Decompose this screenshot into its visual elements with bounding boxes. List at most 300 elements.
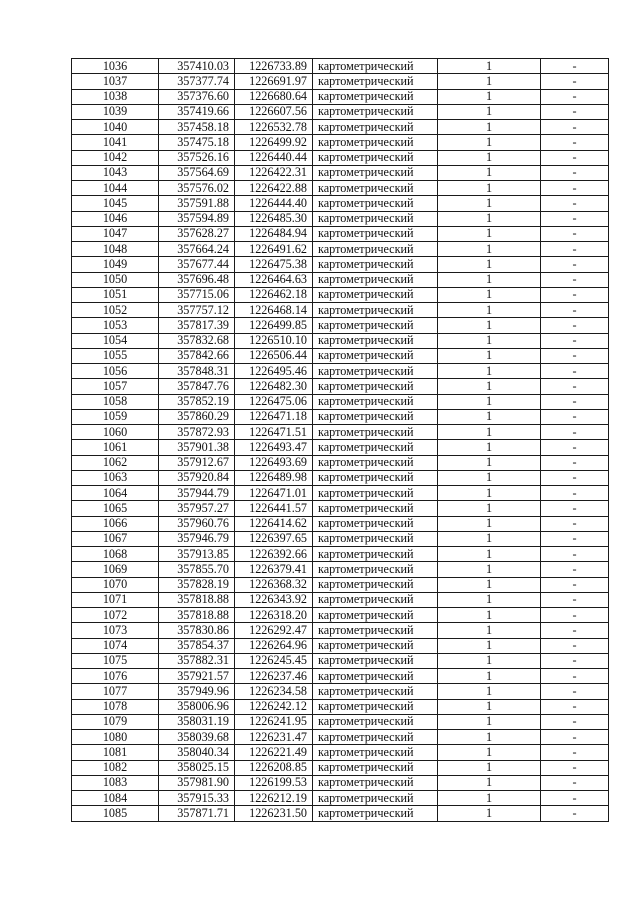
point-number-cell: 1074 (72, 638, 159, 653)
x-coordinate-cell: 357475.18 (159, 135, 235, 150)
point-number-cell: 1084 (72, 791, 159, 806)
point-number-cell: 1041 (72, 135, 159, 150)
accuracy-cell: 1 (438, 608, 541, 623)
table-row (72, 165, 609, 180)
x-coordinate-cell: 357957.27 (159, 501, 235, 516)
accuracy-cell: 1 (438, 181, 541, 196)
x-coordinate-cell: 357419.66 (159, 104, 235, 119)
description-cell: - (541, 531, 609, 546)
x-coordinate-cell: 357872.93 (159, 425, 235, 440)
description-cell: - (541, 592, 609, 607)
accuracy-cell: 1 (438, 562, 541, 577)
accuracy-cell: 1 (438, 287, 541, 302)
description-cell: - (541, 348, 609, 363)
point-number-cell: 1056 (72, 364, 159, 379)
point-number-cell: 1061 (72, 440, 159, 455)
y-coordinate-cell: 1226471.01 (235, 486, 313, 501)
table-row (72, 196, 609, 211)
x-coordinate-cell: 357946.79 (159, 531, 235, 546)
x-coordinate-cell: 357848.31 (159, 364, 235, 379)
method-cell: картометрический (313, 303, 438, 318)
description-cell: - (541, 653, 609, 668)
table-row (72, 120, 609, 135)
table-row (72, 638, 609, 653)
point-number-cell: 1044 (72, 181, 159, 196)
point-number-cell: 1052 (72, 303, 159, 318)
table-row (72, 486, 609, 501)
x-coordinate-cell: 357854.37 (159, 638, 235, 653)
table-row (72, 531, 609, 546)
method-cell: картометрический (313, 135, 438, 150)
y-coordinate-cell: 1226397.65 (235, 531, 313, 546)
method-cell: картометрический (313, 684, 438, 699)
description-cell: - (541, 303, 609, 318)
accuracy-cell: 1 (438, 684, 541, 699)
x-coordinate-cell: 357915.33 (159, 791, 235, 806)
accuracy-cell: 1 (438, 226, 541, 241)
y-coordinate-cell: 1226493.47 (235, 440, 313, 455)
x-coordinate-cell: 357871.71 (159, 806, 235, 821)
x-coordinate-cell: 357852.19 (159, 394, 235, 409)
point-number-cell: 1040 (72, 120, 159, 135)
x-coordinate-cell: 357882.31 (159, 653, 235, 668)
table-row (72, 364, 609, 379)
y-coordinate-cell: 1226241.95 (235, 714, 313, 729)
point-number-cell: 1076 (72, 669, 159, 684)
method-cell: картометрический (313, 714, 438, 729)
method-cell: картометрический (313, 791, 438, 806)
x-coordinate-cell: 357921.57 (159, 669, 235, 684)
method-cell: картометрический (313, 226, 438, 241)
description-cell: - (541, 409, 609, 424)
method-cell: картометрический (313, 653, 438, 668)
table-row (72, 135, 609, 150)
x-coordinate-cell: 357458.18 (159, 120, 235, 135)
description-cell: - (541, 775, 609, 790)
x-coordinate-cell: 357376.60 (159, 89, 235, 104)
y-coordinate-cell: 1226231.50 (235, 806, 313, 821)
description-cell: - (541, 425, 609, 440)
y-coordinate-cell: 1226441.57 (235, 501, 313, 516)
method-cell: картометрический (313, 486, 438, 501)
method-cell: картометрический (313, 242, 438, 257)
method-cell: картометрический (313, 760, 438, 775)
table-row (72, 516, 609, 531)
table-row (72, 562, 609, 577)
description-cell: - (541, 562, 609, 577)
table-row (72, 104, 609, 119)
y-coordinate-cell: 1226199.53 (235, 775, 313, 790)
accuracy-cell: 1 (438, 272, 541, 287)
point-number-cell: 1078 (72, 699, 159, 714)
method-cell: картометрический (313, 440, 438, 455)
y-coordinate-cell: 1226482.30 (235, 379, 313, 394)
table-row (72, 379, 609, 394)
description-cell: - (541, 211, 609, 226)
table-row (72, 303, 609, 318)
accuracy-cell: 1 (438, 806, 541, 821)
point-number-cell: 1050 (72, 272, 159, 287)
description-cell: - (541, 181, 609, 196)
table-row (72, 394, 609, 409)
description-cell: - (541, 394, 609, 409)
description-cell: - (541, 379, 609, 394)
table-row (72, 74, 609, 89)
description-cell: - (541, 196, 609, 211)
method-cell: картометрический (313, 699, 438, 714)
y-coordinate-cell: 1226471.18 (235, 409, 313, 424)
method-cell: картометрический (313, 623, 438, 638)
table-row (72, 333, 609, 348)
y-coordinate-cell: 1226468.14 (235, 303, 313, 318)
description-cell: - (541, 59, 609, 74)
x-coordinate-cell: 357664.24 (159, 242, 235, 257)
x-coordinate-cell: 357960.76 (159, 516, 235, 531)
x-coordinate-cell: 357757.12 (159, 303, 235, 318)
accuracy-cell: 1 (438, 364, 541, 379)
accuracy-cell: 1 (438, 333, 541, 348)
method-cell: картометрический (313, 806, 438, 821)
x-coordinate-cell: 357628.27 (159, 226, 235, 241)
point-number-cell: 1070 (72, 577, 159, 592)
y-coordinate-cell: 1226440.44 (235, 150, 313, 165)
description-cell: - (541, 89, 609, 104)
x-coordinate-cell: 357949.96 (159, 684, 235, 699)
point-number-cell: 1053 (72, 318, 159, 333)
x-coordinate-cell: 357818.88 (159, 608, 235, 623)
table-row (72, 699, 609, 714)
table-row (72, 242, 609, 257)
accuracy-cell: 1 (438, 455, 541, 470)
accuracy-cell: 1 (438, 638, 541, 653)
point-number-cell: 1082 (72, 760, 159, 775)
accuracy-cell: 1 (438, 470, 541, 485)
method-cell: картометрический (313, 608, 438, 623)
accuracy-cell: 1 (438, 150, 541, 165)
table-row (72, 89, 609, 104)
description-cell: - (541, 455, 609, 470)
accuracy-cell: 1 (438, 165, 541, 180)
accuracy-cell: 1 (438, 516, 541, 531)
y-coordinate-cell: 1226264.96 (235, 638, 313, 653)
accuracy-cell: 1 (438, 699, 541, 714)
point-number-cell: 1047 (72, 226, 159, 241)
accuracy-cell: 1 (438, 120, 541, 135)
accuracy-cell: 1 (438, 623, 541, 638)
x-coordinate-cell: 357944.79 (159, 486, 235, 501)
table-row (72, 440, 609, 455)
y-coordinate-cell: 1226343.92 (235, 592, 313, 607)
point-number-cell: 1083 (72, 775, 159, 790)
point-number-cell: 1045 (72, 196, 159, 211)
accuracy-cell: 1 (438, 135, 541, 150)
point-number-cell: 1042 (72, 150, 159, 165)
accuracy-cell: 1 (438, 318, 541, 333)
y-coordinate-cell: 1226475.06 (235, 394, 313, 409)
description-cell: - (541, 699, 609, 714)
x-coordinate-cell: 358031.19 (159, 714, 235, 729)
x-coordinate-cell: 357818.88 (159, 592, 235, 607)
accuracy-cell: 1 (438, 791, 541, 806)
point-number-cell: 1069 (72, 562, 159, 577)
y-coordinate-cell: 1226691.97 (235, 74, 313, 89)
method-cell: картометрический (313, 562, 438, 577)
x-coordinate-cell: 357830.86 (159, 623, 235, 638)
method-cell: картометрический (313, 211, 438, 226)
y-coordinate-cell: 1226532.78 (235, 120, 313, 135)
table-row (72, 806, 609, 821)
table-row (72, 592, 609, 607)
point-number-cell: 1065 (72, 501, 159, 516)
accuracy-cell: 1 (438, 486, 541, 501)
point-number-cell: 1037 (72, 74, 159, 89)
description-cell: - (541, 608, 609, 623)
method-cell: картометрический (313, 181, 438, 196)
x-coordinate-cell: 358025.15 (159, 760, 235, 775)
method-cell: картометрический (313, 348, 438, 363)
point-number-cell: 1079 (72, 714, 159, 729)
point-number-cell: 1075 (72, 653, 159, 668)
y-coordinate-cell: 1226318.20 (235, 608, 313, 623)
point-number-cell: 1046 (72, 211, 159, 226)
table-row (72, 409, 609, 424)
y-coordinate-cell: 1226392.66 (235, 547, 313, 562)
point-number-cell: 1036 (72, 59, 159, 74)
description-cell: - (541, 669, 609, 684)
description-cell: - (541, 486, 609, 501)
description-cell: - (541, 242, 609, 257)
description-cell: - (541, 364, 609, 379)
method-cell: картометрический (313, 333, 438, 348)
table-row (72, 791, 609, 806)
description-cell: - (541, 257, 609, 272)
accuracy-cell: 1 (438, 257, 541, 272)
accuracy-cell: 1 (438, 303, 541, 318)
y-coordinate-cell: 1226422.31 (235, 165, 313, 180)
x-coordinate-cell: 357410.03 (159, 59, 235, 74)
description-cell: - (541, 74, 609, 89)
table-row (72, 272, 609, 287)
x-coordinate-cell: 357913.85 (159, 547, 235, 562)
method-cell: картометрический (313, 669, 438, 684)
point-number-cell: 1077 (72, 684, 159, 699)
x-coordinate-cell: 357377.74 (159, 74, 235, 89)
y-coordinate-cell: 1226485.30 (235, 211, 313, 226)
method-cell: картометрический (313, 638, 438, 653)
method-cell: картометрический (313, 394, 438, 409)
method-cell: картометрический (313, 531, 438, 546)
y-coordinate-cell: 1226212.19 (235, 791, 313, 806)
point-number-cell: 1071 (72, 592, 159, 607)
table-row (72, 653, 609, 668)
y-coordinate-cell: 1226733.89 (235, 59, 313, 74)
description-cell: - (541, 470, 609, 485)
y-coordinate-cell: 1226506.44 (235, 348, 313, 363)
y-coordinate-cell: 1226607.56 (235, 104, 313, 119)
y-coordinate-cell: 1226462.18 (235, 287, 313, 302)
point-number-cell: 1081 (72, 745, 159, 760)
table-row (72, 150, 609, 165)
x-coordinate-cell: 358006.96 (159, 699, 235, 714)
method-cell: картометрический (313, 120, 438, 135)
accuracy-cell: 1 (438, 592, 541, 607)
point-number-cell: 1055 (72, 348, 159, 363)
description-cell: - (541, 760, 609, 775)
method-cell: картометрический (313, 577, 438, 592)
x-coordinate-cell: 357817.39 (159, 318, 235, 333)
method-cell: картометрический (313, 74, 438, 89)
x-coordinate-cell: 357715.06 (159, 287, 235, 302)
y-coordinate-cell: 1226368.32 (235, 577, 313, 592)
description-cell: - (541, 104, 609, 119)
table-row (72, 181, 609, 196)
table-row (72, 669, 609, 684)
y-coordinate-cell: 1226493.69 (235, 455, 313, 470)
table-row (72, 318, 609, 333)
table-row (72, 226, 609, 241)
accuracy-cell: 1 (438, 653, 541, 668)
y-coordinate-cell: 1226475.38 (235, 257, 313, 272)
accuracy-cell: 1 (438, 104, 541, 119)
y-coordinate-cell: 1226245.45 (235, 653, 313, 668)
point-number-cell: 1063 (72, 470, 159, 485)
method-cell: картометрический (313, 455, 438, 470)
point-number-cell: 1072 (72, 608, 159, 623)
point-number-cell: 1073 (72, 623, 159, 638)
description-cell: - (541, 272, 609, 287)
accuracy-cell: 1 (438, 440, 541, 455)
point-number-cell: 1058 (72, 394, 159, 409)
point-number-cell: 1066 (72, 516, 159, 531)
description-cell: - (541, 791, 609, 806)
accuracy-cell: 1 (438, 394, 541, 409)
point-number-cell: 1043 (72, 165, 159, 180)
table-row (72, 577, 609, 592)
method-cell: картометрический (313, 501, 438, 516)
point-number-cell: 1049 (72, 257, 159, 272)
table-row (72, 425, 609, 440)
accuracy-cell: 1 (438, 745, 541, 760)
method-cell: картометрический (313, 150, 438, 165)
x-coordinate-cell: 357847.76 (159, 379, 235, 394)
point-number-cell: 1059 (72, 409, 159, 424)
point-number-cell: 1064 (72, 486, 159, 501)
table-row (72, 623, 609, 638)
x-coordinate-cell: 357564.69 (159, 165, 235, 180)
accuracy-cell: 1 (438, 379, 541, 394)
description-cell: - (541, 638, 609, 653)
method-cell: картометрический (313, 104, 438, 119)
x-coordinate-cell: 357576.02 (159, 181, 235, 196)
method-cell: картометрический (313, 425, 438, 440)
method-cell: картометрический (313, 745, 438, 760)
y-coordinate-cell: 1226292.47 (235, 623, 313, 638)
description-cell: - (541, 333, 609, 348)
table-row (72, 501, 609, 516)
point-number-cell: 1057 (72, 379, 159, 394)
table-row (72, 730, 609, 745)
table-row (72, 608, 609, 623)
method-cell: картометрический (313, 272, 438, 287)
description-cell: - (541, 577, 609, 592)
accuracy-cell: 1 (438, 409, 541, 424)
y-coordinate-cell: 1226221.49 (235, 745, 313, 760)
table-row (72, 257, 609, 272)
description-cell: - (541, 226, 609, 241)
description-cell: - (541, 287, 609, 302)
y-coordinate-cell: 1226414.62 (235, 516, 313, 531)
coordinates-table (71, 58, 609, 822)
description-cell: - (541, 730, 609, 745)
x-coordinate-cell: 358040.34 (159, 745, 235, 760)
x-coordinate-cell: 357855.70 (159, 562, 235, 577)
point-number-cell: 1039 (72, 104, 159, 119)
description-cell: - (541, 623, 609, 638)
description-cell: - (541, 120, 609, 135)
accuracy-cell: 1 (438, 669, 541, 684)
accuracy-cell: 1 (438, 74, 541, 89)
point-number-cell: 1060 (72, 425, 159, 440)
accuracy-cell: 1 (438, 760, 541, 775)
accuracy-cell: 1 (438, 714, 541, 729)
y-coordinate-cell: 1226499.92 (235, 135, 313, 150)
x-coordinate-cell: 357920.84 (159, 470, 235, 485)
coordinates-table-body (72, 59, 609, 822)
table-row (72, 760, 609, 775)
method-cell: картометрический (313, 470, 438, 485)
x-coordinate-cell: 357981.90 (159, 775, 235, 790)
x-coordinate-cell: 357677.44 (159, 257, 235, 272)
accuracy-cell: 1 (438, 59, 541, 74)
x-coordinate-cell: 357696.48 (159, 272, 235, 287)
description-cell: - (541, 165, 609, 180)
accuracy-cell: 1 (438, 547, 541, 562)
x-coordinate-cell: 357828.19 (159, 577, 235, 592)
description-cell: - (541, 516, 609, 531)
accuracy-cell: 1 (438, 531, 541, 546)
point-number-cell: 1080 (72, 730, 159, 745)
point-number-cell: 1054 (72, 333, 159, 348)
y-coordinate-cell: 1226237.46 (235, 669, 313, 684)
accuracy-cell: 1 (438, 501, 541, 516)
table-row (72, 775, 609, 790)
description-cell: - (541, 135, 609, 150)
x-coordinate-cell: 357842.66 (159, 348, 235, 363)
description-cell: - (541, 318, 609, 333)
method-cell: картометрический (313, 318, 438, 333)
point-number-cell: 1062 (72, 455, 159, 470)
y-coordinate-cell: 1226491.62 (235, 242, 313, 257)
y-coordinate-cell: 1226242.12 (235, 699, 313, 714)
table-row (72, 455, 609, 470)
y-coordinate-cell: 1226208.85 (235, 760, 313, 775)
accuracy-cell: 1 (438, 425, 541, 440)
method-cell: картометрический (313, 409, 438, 424)
y-coordinate-cell: 1226231.47 (235, 730, 313, 745)
x-coordinate-cell: 357860.29 (159, 409, 235, 424)
description-cell: - (541, 440, 609, 455)
description-cell: - (541, 745, 609, 760)
table-row (72, 59, 609, 74)
description-cell: - (541, 150, 609, 165)
table-row (72, 714, 609, 729)
point-number-cell: 1048 (72, 242, 159, 257)
description-cell: - (541, 501, 609, 516)
y-coordinate-cell: 1226234.58 (235, 684, 313, 699)
accuracy-cell: 1 (438, 89, 541, 104)
x-coordinate-cell: 357526.16 (159, 150, 235, 165)
y-coordinate-cell: 1226680.64 (235, 89, 313, 104)
